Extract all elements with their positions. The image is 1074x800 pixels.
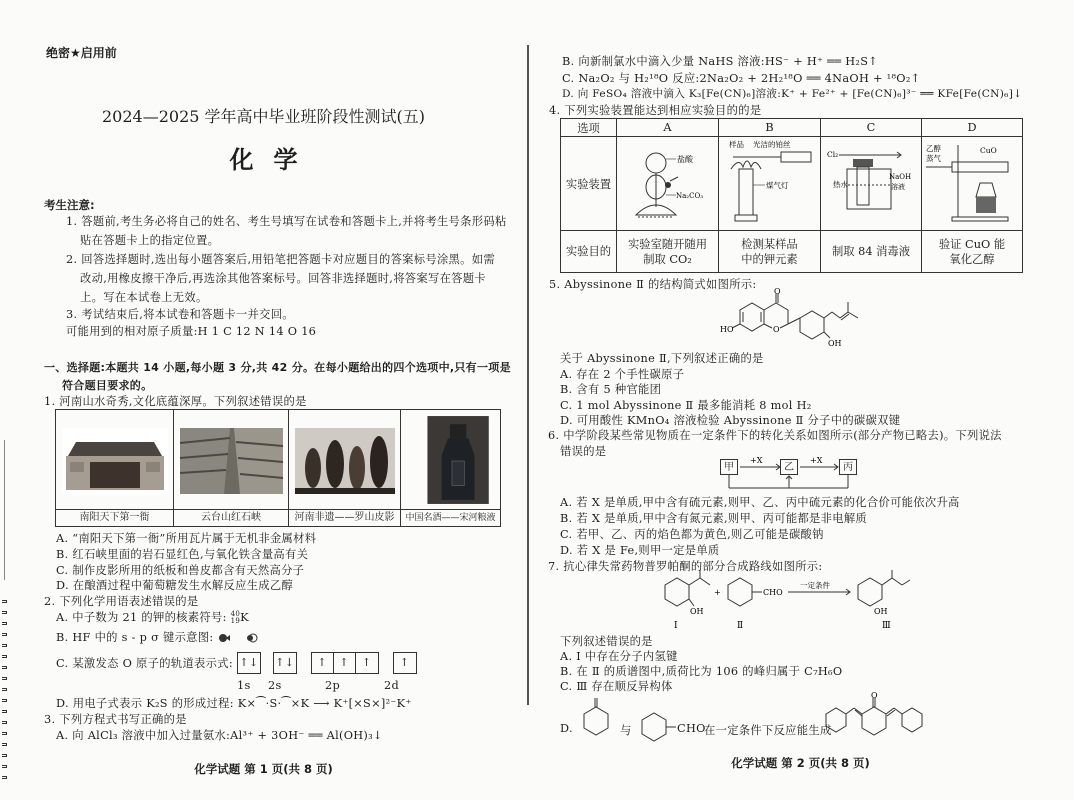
q1-option-a: A. “南阳天下第一衙”所用瓦片属于无机非金属材料: [56, 532, 317, 545]
q3-option-a-text: A. 向 AlCl₃ 溶液中加入过量氨水:: [56, 729, 231, 742]
label-vapor: 蒸气: [926, 154, 941, 163]
q7-stem: 7. 抗心律失常药物普罗帕酮的部分合成路线如图所示:: [548, 560, 823, 573]
q3-option-a-equation: Al³⁺ + 3OH⁻ ══ Al(OH)₃↓: [230, 729, 383, 742]
q2-option-c-text: C. 某激发态 O 原子的轨道表示式:: [56, 657, 233, 670]
canyon-photo-icon: [180, 428, 283, 494]
kipp-generator-icon: [618, 137, 718, 227]
apparatus-d: [922, 137, 1023, 231]
page-1-footer: 化学试题 第 1 页(共 8 页): [194, 762, 333, 776]
purpose-d: [922, 231, 1023, 273]
label-oh-3: OH: [874, 607, 888, 616]
q7-option-c: C. Ⅲ 存在顺反异构体: [560, 680, 673, 693]
orbital-box: ↑: [312, 653, 334, 673]
purpose-text: 检测某样品: [741, 237, 798, 251]
label-compound-3: Ⅲ: [882, 621, 891, 631]
atomic-masses: 可能用到的相对原子质量:H 1 C 12 N 14 O 16: [66, 325, 317, 338]
apparatus-c: [820, 137, 921, 231]
q4-experiment-table: [560, 118, 1023, 273]
label-ho: HO: [720, 325, 734, 334]
notice-item-2b: 改动,用橡皮擦干净后,再选涂其他答案标号。回答非选择题时,将答案写在答题卡: [80, 272, 486, 285]
purpose-c: [820, 231, 921, 273]
q3-option-c: C. Na₂O₂ 与 H₂¹⁸O 反应:2Na₂O₂ + 2H₂¹⁸O ══ 4NaOH + ¹⁸O₂↑: [562, 72, 921, 85]
q4-stem: 4. 下列实验装置能达到相应实验目的的是: [549, 104, 762, 117]
label-cl2: Cl₂: [826, 150, 839, 159]
q3-option-a: [56, 727, 383, 743]
orbital-box: ↑: [361, 656, 372, 669]
nuclide-numbers: [231, 611, 241, 625]
q7-option-d-text: 在一定条件下反应能生成: [704, 724, 832, 737]
q2-option-d-text: D. 用电子式表示 K₂S 的形成过程:: [56, 697, 234, 710]
table-header-c: C: [820, 119, 921, 137]
label-oh-1: OH: [690, 607, 704, 616]
q2-option-a-text: A. 中子数为 21 的钾的核素符号:: [56, 611, 227, 624]
q1-option-d: D. 在酿酒过程中葡萄糖发生水解反应生成乙醇: [56, 579, 294, 592]
label-conditions: 一定条件: [800, 581, 830, 590]
row-label-apparatus: 实验装置: [561, 137, 617, 231]
building-photo-icon: [62, 428, 168, 494]
notice-item-1b: 贴在答题卡上的指定位置。: [80, 234, 220, 247]
purpose-text: 制取 84 消毒液: [831, 245, 910, 258]
orbital-2d: [393, 652, 417, 674]
label-o: O: [871, 692, 878, 700]
table-header-option: 选项: [561, 119, 617, 137]
atomic-number: 19: [230, 617, 241, 625]
orbital-2p: [311, 652, 379, 674]
q5-stem: 5. Abyssinone Ⅱ 的结构简式如图所示:: [549, 278, 757, 291]
label-sample: 样品: [729, 140, 745, 149]
liquor-bottle-photo-icon: [407, 414, 509, 506]
label-platinum-wire: 光洁的铂丝: [753, 140, 791, 149]
q3-option-b: B. 向新制氯水中滴入少量 NaHS 溶液:HS⁻ + H⁺ ══ H₂S↑: [562, 55, 879, 68]
q7-option-d-label: D.: [560, 722, 573, 735]
orbital-box: ↑↓: [239, 656, 259, 669]
purpose-b: [719, 231, 821, 273]
table-header-d: D: [922, 119, 1023, 137]
q1-option-b: B. 红石峡里面的岩石显红色,与氧化铁含量高有关: [56, 548, 309, 561]
section1-heading-cont: 符合题目要求的。: [62, 379, 153, 392]
flow-node-jia: 甲: [720, 459, 738, 475]
q6-option-b: B. 若 X 是单质,甲中含有氮元素,则甲、丙可能都是非电解质: [560, 512, 868, 525]
cyclohexanone-icon: [576, 694, 616, 742]
label-solution: 溶液: [890, 183, 905, 191]
q1-caption: 南阳天下第一衙: [56, 509, 173, 526]
element-symbol: K: [240, 611, 249, 624]
q7-synthesis-scheme-icon: [660, 570, 920, 632]
label-ethanol: 乙醇: [926, 144, 941, 153]
label-naoh: NaOH: [888, 173, 912, 181]
q1-image-cell: [56, 410, 174, 526]
purpose-a: [617, 231, 719, 273]
exam-title: 2024—2025 学年高中毕业班阶段性测试(五): [101, 107, 425, 126]
q7-sub-stem: 下列叙述错误的是: [560, 635, 653, 648]
flame-test-icon: [719, 137, 819, 227]
cuo-oxidation-icon: [922, 137, 1022, 227]
orbital-box: ↑: [399, 656, 410, 669]
section1-heading: 一、选择题:本题共 14 小题,每小题 3 分,共 42 分。在每小题给出的四个选项中,只有一项是: [44, 361, 511, 374]
q2-option-b-text: B. HF 中的 s - p σ 键示意图:: [56, 631, 214, 644]
orbital-box: ↑: [334, 653, 356, 673]
q1-image-cell: [174, 410, 289, 526]
purpose-text: 氧化乙醇: [949, 252, 995, 266]
q7-option-a: A. Ⅰ 中存在分子内氢键: [560, 650, 678, 663]
q7-option-d-with: 与: [620, 724, 632, 737]
label-hot-water: 热水: [832, 180, 848, 189]
q2-option-d: [56, 695, 412, 711]
notice-item-3: 3. 考试结束后,将本试卷和答题卡一并交回。: [66, 308, 294, 321]
mass-number: 40: [230, 610, 241, 618]
q5-option-b: B. 含有 5 种官能团: [560, 383, 662, 396]
label-o: O: [774, 288, 781, 296]
q1-caption: 中国名酒——宋河粮液: [401, 509, 500, 526]
page-2-footer: 化学试题 第 2 页(共 8 页): [731, 756, 870, 770]
purpose-text: 制取 CO₂: [643, 252, 692, 266]
label-plus: +: [714, 588, 721, 597]
q3-stem: 3. 下列方程式书写正确的是: [44, 713, 187, 726]
orbital-label-2d: 2d: [384, 679, 400, 692]
q1-image-cell: [289, 410, 401, 526]
purpose-text: 验证 CuO 能: [938, 237, 1006, 251]
q5-option-a: A. 存在 2 个手性碳原子: [560, 368, 685, 381]
label-compound-1: Ⅰ: [674, 621, 678, 631]
q6-stem: 6. 中学阶段某些常见物质在一定条件下的转化关系如图所示(部分产物已略去)。下列说法: [548, 429, 1002, 442]
orbital-label-2s: 2s: [268, 679, 282, 692]
apparatus-a: [617, 137, 719, 231]
subject-title: 化学: [229, 146, 318, 174]
exam-page-1: [0, 0, 527, 800]
q1-option-c: C. 制作皮影所用的纸板和兽皮都含有天然高分子: [56, 564, 305, 577]
q6-option-a: A. 若 X 是单质,甲中含有硫元素,则甲、乙、丙中硫元素的化合价可能依次升高: [560, 496, 960, 509]
notice-heading: 考生注意:: [44, 198, 95, 212]
flow-node-yi: 乙: [780, 459, 798, 475]
k2s-formation-formula: K×⁀·S·⁀×K ⟶ K⁺[×S×]²⁻K⁺: [237, 697, 412, 710]
q6-option-d: D. 若 X 是 Fe,则甲一定是单质: [560, 544, 720, 557]
orbital-overlap-icon: [217, 632, 267, 644]
orbital-1s: [237, 652, 261, 674]
label-cuo: CuO: [980, 146, 997, 155]
q1-caption: 云台山红石峡: [174, 509, 288, 526]
label-oh: OH: [828, 339, 842, 348]
purpose-text: 实验室随开随用: [627, 237, 708, 251]
dibenzylidene-cyclohexanone-icon: [822, 692, 932, 742]
label-compound-2: Ⅱ: [737, 621, 744, 631]
q1-caption: 河南非遗——罗山皮影: [289, 509, 400, 526]
orbital-box: ↑↓: [275, 656, 295, 669]
q5-option-c: C. 1 mol Abyssinone Ⅱ 最多能消耗 8 mol H₂: [560, 399, 812, 412]
apparatus-b: [719, 137, 821, 231]
notice-item-2c: 上。写在本试卷上无效。: [80, 291, 208, 304]
q2-option-b: [56, 629, 267, 645]
orbital-label-2p: 2p: [325, 679, 341, 692]
label-cho: CHO: [763, 588, 783, 597]
q1-stem: 1. 河南山水奇秀,文化底蕴深厚。下列叙述错误的是: [44, 395, 307, 408]
q2-stem: 2. 下列化学用语表述错误的是: [44, 595, 199, 608]
edge-label-1: +X: [750, 456, 763, 465]
q5-option-d: D. 可用酸性 KMnO₄ 溶液检验 Abyssinone Ⅱ 分子中的碳碳双键: [560, 414, 901, 427]
label-na2co3: Na₂CO₃: [675, 192, 703, 200]
q2-option-c: [56, 652, 417, 674]
notice-item-1a: 1. 答题前,考生务必将自己的姓名、考生号填写在试卷和答题卡上,并将考生号条形码粘: [66, 215, 507, 228]
table-header-b: B: [719, 119, 821, 137]
abyssinone-structure-icon: [720, 288, 860, 350]
q7-option-b: B. 在 Ⅱ 的质谱图中,质荷比为 106 的峰归属于 C₇H₆O: [560, 665, 843, 678]
purpose-text: 中的钾元素: [741, 252, 798, 266]
benzene-ring-icon: [638, 710, 678, 742]
secret-mark: 绝密★启用前: [46, 46, 117, 60]
notice-item-2a: 2. 回答选择题时,选出每小题答案后,用铅笔把答题卡对应题目的答案标号涂黑。如需: [66, 253, 495, 266]
label-gas-burner: 煤气灯: [766, 181, 789, 190]
row-label-purpose: 实验目的: [561, 231, 617, 273]
q6-option-c: C. 若甲、乙、丙的焰色都为黄色,则乙可能是碳酸钠: [560, 528, 824, 541]
q3-option-d: D. 向 FeSO₄ 溶液中滴入 K₃[Fe(CN)₆]溶液:K⁺ + Fe²⁺ + [Fe(CN)₆]³⁻ ══ KFe[Fe(CN)₆]↓: [562, 88, 1023, 100]
label-o-ring: O: [773, 325, 780, 334]
orbital-2s: [273, 652, 297, 674]
q1-image-cell: [401, 410, 500, 526]
q2-option-a: [56, 609, 249, 625]
shadow-puppet-photo-icon: [295, 428, 395, 494]
gas-absorption-icon: [821, 137, 921, 227]
edge-label-2: +X: [810, 456, 823, 465]
table-header-a: A: [617, 119, 719, 137]
q7-option-d-cho: CHO: [677, 722, 706, 735]
orbital-label-1s: 1s: [237, 679, 251, 692]
label-hcl: 盐酸: [676, 155, 693, 164]
q1-image-table: [55, 409, 501, 527]
q5-sub-stem: 关于 Abyssinone Ⅱ,下列叙述正确的是: [560, 352, 764, 365]
flow-node-bing: 丙: [839, 459, 857, 475]
q6-stem-cont: 错误的是: [560, 445, 607, 458]
